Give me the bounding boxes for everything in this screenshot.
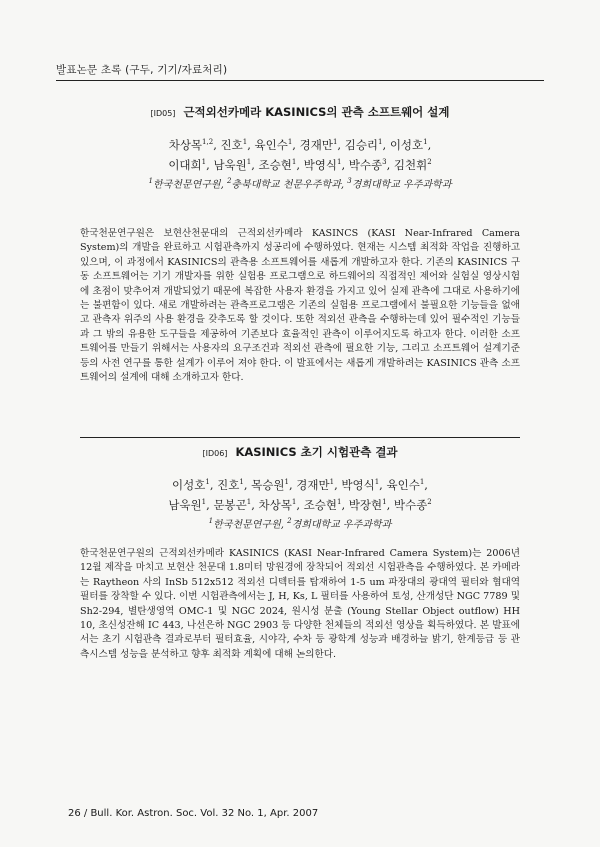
author-list	[0, 134, 600, 174]
author-name: 김승리	[344, 137, 379, 152]
abstract-paragraph: 한국천문연구원의 근적외선카메라 KASINICS (KASI Near-Infrared Camera System)는 2006년 12월 제작을 마치고 보현산 천문대 1.8미터 망원경에 장착되어 적외선 시험관측을 수행하였다. 본 카메라는 Raytheon 사의 InSb 512x512 적외선 디텍터를 탑재하여 1-5 um 파장대의 광대역 필터와 협대역 필터를 장착할 수 있다. 이번 시험관측에서는 J, H, Ks, L 필터를 사용하여 토성, 산개성단 NGC 7789 및 Sh2-294, 별탄생영역 OMC-1 및 NGC 2024, 원시성 분출 (Young Stellar Object outflow) HH 10, 초신성잔해 IC 443, 나선은하 NGC 2903 등 다양한 천체들의 적외선 영상을 획득하였다. 본 발표에서는 초기 시험관측 결과로부터 필터효율, 시야각, 수차 등 광학계 성능과 배경하늘 밝기, 한계등급 등 관측시스템 성능을 분석하고 향후 최적화 계획에 대해 논의한다.	[80, 548, 520, 660]
affiliation-mark: 3	[347, 176, 352, 185]
author-affil-mark: 1	[419, 478, 425, 486]
page-footer: 26 / Bull. Kor. Astron. Soc. Vol. 32 No. 1, Apr. 2007	[68, 808, 319, 819]
author-name: 남욱원	[213, 157, 247, 172]
author-affil-mark: 1	[374, 478, 380, 486]
affiliation-name: 충북대학교 천문우주학과	[231, 178, 341, 190]
author-name: 이성호	[172, 477, 206, 492]
author-affil-mark: 1	[332, 138, 338, 146]
author-name: 문봉곤	[213, 497, 247, 512]
affiliation-mark: 2	[287, 516, 292, 525]
author-name: 조승현	[258, 157, 292, 172]
author-affil-mark: 2	[427, 497, 432, 506]
author-name: 박영식	[341, 477, 375, 492]
author-affil-mark: 1	[329, 478, 335, 486]
author-affil-mark: 1	[246, 497, 252, 506]
author-line: 이대희$^1$, 남욱원$^1$, 조승현$^1$, 박영식$^1$, 박수종$^3$, 김천휘$^2$	[168, 157, 432, 172]
abstract-id: [ID05]	[150, 109, 176, 118]
author-affil-mark: 1	[205, 478, 210, 486]
author-affil-mark: 2	[427, 157, 432, 166]
abstract-title	[0, 444, 600, 460]
abstract-id: [ID06]	[202, 449, 228, 458]
abstract-id05	[0, 104, 600, 192]
author-name: 남욱원	[168, 497, 202, 512]
affiliation-name: 경희대학교 우주과학과	[291, 518, 392, 530]
author-name: 박수종	[393, 497, 428, 512]
author-line: 이성호$^1$, 진호$^1$, 목승원$^1$, 경재만$^1$, 박영식$^1$, 육인수$^1$,	[172, 477, 428, 492]
author-affil-mark: 1	[246, 157, 252, 166]
author-name: 차상목	[258, 497, 292, 512]
author-line: 남욱원$^1$, 문봉곤$^1$, 차상목$^1$, 조승현$^1$, 박장현$^1$, 박수종$^2$	[168, 497, 432, 512]
abstract-title-text: KASINICS 초기 시험관측 결과	[235, 445, 398, 459]
abstract-paragraph: 한국천문연구원은 보현산천문대의 근적외선카메라 KASINCS (KASI Near-Infrared Camera System)의 개발을 완료하고 시험관측까지 성공리에 수행하였다. 현재는 시스템 최적화 작업을 진행하고 있으며, 이 과정에서 KASINICS의 관측용 소프트웨어를 새롭게 개발하고자 한다. 기존의 KASINICS 구동 소프트웨어는 기기 개발자를 위한 실험용 프로그램으로 하드웨어의 직접적인 제어와 실험실 영상시험에 초점이 맞추어져 개발되었기 때문에 복잡한 사용자 환경을 가지고 있어 실제 관측에 그대로 사용하기에는 불편함이 있다. 새로 개발하려는 관측프로그램은 기존의 실험용 프로그램에서 불필요한 기능들을 없애고 관측자 위주의 사용 환경을 갖추도록 할 것이다. 또한 적외선 관측을 수행하는데 있어 필수적인 기능들과 그 밖의 유용한 도구들을 제공하여 기존보다 효율적인 관측이 이루어지도록 하고자 한다. 이러한 소프트웨어를 만들기 위해서는 사용자의 요구조건과 적외선 관측에 필요한 기능, 그리고 소프트웨어 설계기준 등의 사전 연구를 통한 설계가 이루어 져야 한다. 이 발표에서는 새롭게 개발하려는 KASINICS 관측 소프트웨어의 설계에 대해 소개하고자 한다.	[80, 228, 520, 384]
affiliation-list: $^1$한국천문연구원, $^2$충북대학교 천문우주학과, $^3$경희대학교 우주과학과	[148, 176, 452, 190]
author-name: 박장현	[348, 497, 383, 512]
author-affil-mark: 1	[239, 478, 244, 486]
abstract-title	[0, 104, 600, 120]
affiliation-name: 한국천문연구원	[152, 178, 221, 190]
author-name: 진호	[217, 477, 240, 492]
author-name: 육인수	[254, 137, 288, 152]
header-rule	[56, 80, 544, 81]
running-header: 발표논문 초록 (구두, 기기/자료처리)	[56, 64, 228, 76]
author-affil-mark: 1,2	[202, 138, 214, 146]
affiliation-mark: 1	[148, 176, 153, 185]
author-affil-mark: 1	[423, 138, 428, 146]
author-affil-mark: 1	[336, 157, 342, 166]
author-name: 조승현	[303, 497, 337, 512]
author-affil-mark: 1	[291, 157, 297, 166]
affiliation-list: $^1$한국천문연구원, $^2$경희대학교 우주과학과	[208, 516, 392, 530]
author-name: 육인수	[386, 477, 420, 492]
author-name: 경재만	[296, 477, 330, 492]
author-affil-mark: 1	[378, 138, 383, 146]
author-name: 목승원	[251, 477, 285, 492]
author-name: 차상목	[168, 137, 203, 152]
abstract-body	[80, 547, 520, 662]
abstract-body	[80, 227, 520, 385]
author-affil-mark: 1	[336, 497, 342, 506]
author-name: 경재만	[299, 137, 333, 152]
abstract-title-text: 근적외선카메라 KASINICS의 관측 소프트웨어 설계	[183, 105, 450, 119]
author-line: 차상목$^{1,2}$, 진호$^1$, 육인수$^1$, 경재만$^1$, 김승리$^1$, 이성호$^1$,	[168, 137, 432, 152]
author-name: 이성호	[389, 137, 424, 152]
author-name: 이대희	[168, 157, 202, 172]
affiliation-mark: 1	[208, 516, 214, 525]
author-name: 박영식	[303, 157, 337, 172]
author-affil-mark: 3	[382, 157, 387, 166]
author-affil-mark: 1	[242, 138, 248, 146]
author-affil-mark: 1	[287, 138, 293, 146]
author-name: 진호	[220, 137, 243, 152]
affiliation-mark: 2	[226, 176, 232, 185]
author-name: 박수종	[348, 157, 383, 172]
section-divider	[80, 437, 520, 438]
abstract-id06	[0, 444, 600, 532]
author-list	[0, 474, 600, 514]
affiliation-name: 한국천문연구원	[213, 518, 281, 530]
author-affil-mark: 1	[291, 497, 297, 506]
affiliation-name: 경희대학교 우주과학과	[351, 178, 452, 190]
author-affil-mark: 1	[382, 497, 387, 506]
author-affil-mark: 1	[201, 157, 207, 166]
author-affil-mark: 1	[284, 478, 289, 486]
author-name: 김천휘	[393, 157, 428, 172]
author-affil-mark: 1	[201, 497, 207, 506]
